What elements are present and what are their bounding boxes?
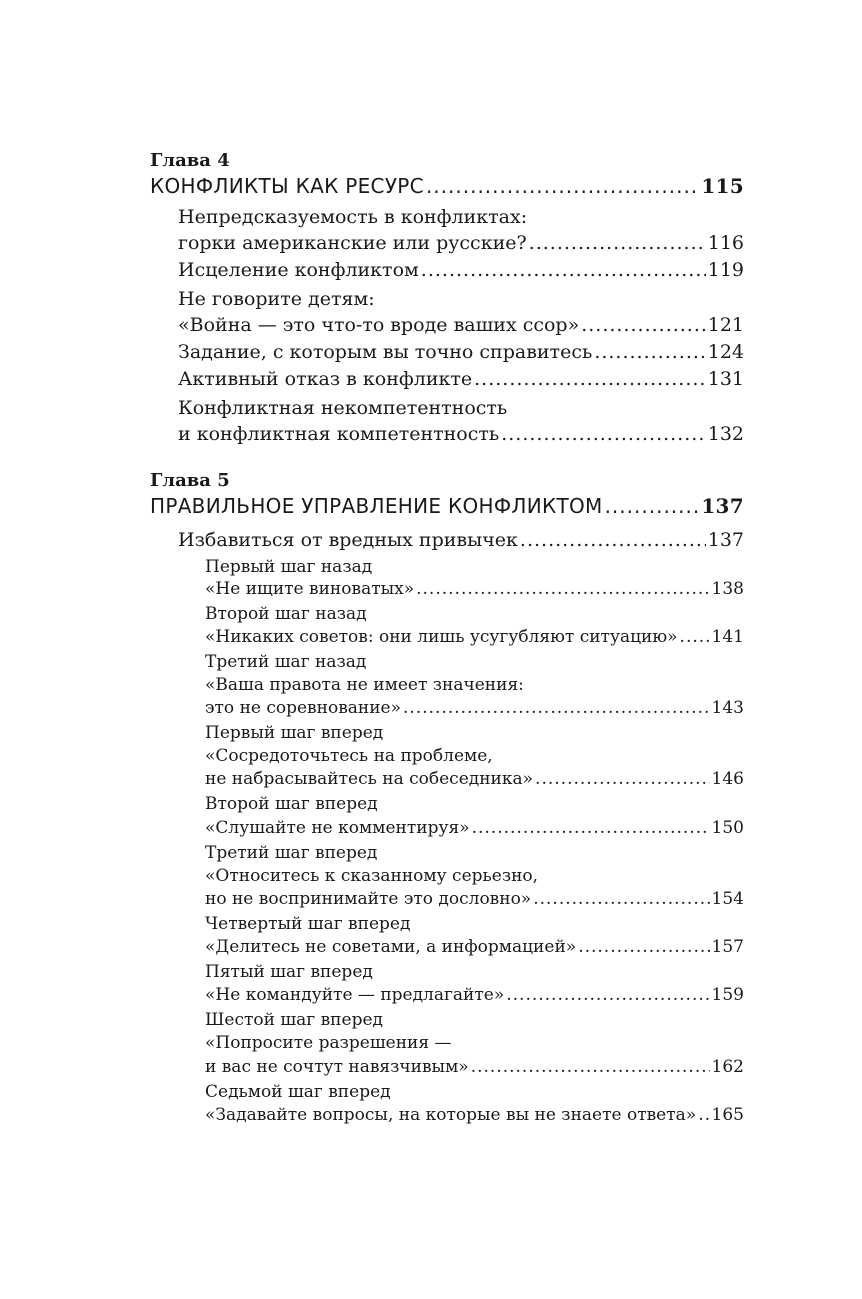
page-number: 115 [701, 174, 744, 198]
toc-entry-title: «Слушайте не комментируя» [205, 818, 470, 838]
toc-subentry-line: Первый шаг вперед [205, 723, 384, 743]
toc-entry[interactable] [178, 340, 744, 364]
toc-subentry-line: Второй шаг назад [205, 604, 367, 624]
page-number: 159 [711, 985, 744, 1005]
toc-entry-title: это не соревнование» [205, 698, 402, 718]
toc-subentry-line: Пятый шаг вперед [205, 962, 373, 982]
toc-entry-line: Конфликтная некомпетентность [178, 397, 508, 419]
toc-subentry-line: Второй шаг вперед [205, 794, 378, 814]
toc-subentry-line: Третий шаг вперед [205, 843, 378, 863]
toc-subentry-line: Шестой шаг вперед [205, 1010, 383, 1030]
dot-leader [421, 258, 706, 282]
toc-entry-title: но не воспринимайте это дословно» [205, 889, 532, 909]
toc-entry-title: «Никаких советов: они лишь усугубляют ситуацию» [205, 627, 678, 647]
dot-leader [535, 768, 710, 790]
toc-subentry[interactable] [205, 1104, 744, 1126]
toc-entry-title: «Делитесь не советами, а информацией» [205, 937, 577, 957]
toc-subentry-line: «Относитесь к сказанному серьезно, [205, 866, 539, 886]
toc-entry-title: «Война — это что-то вроде ваших ссор» [178, 314, 580, 336]
toc-entry[interactable] [178, 313, 744, 337]
toc-entry-title: Активный отказ в конфликте [178, 368, 473, 390]
dot-leader [581, 313, 706, 337]
page-number: 157 [711, 937, 744, 957]
page-number: 124 [707, 341, 744, 363]
chapter-label: Глава 4 [150, 150, 230, 171]
toc-subentry-line: «Сосредоточьтесь на проблеме, [205, 746, 493, 766]
dot-leader [403, 697, 710, 719]
toc-subentry[interactable] [205, 936, 744, 958]
toc-entry[interactable] [178, 258, 744, 282]
dot-leader [416, 578, 709, 600]
dot-leader [533, 888, 709, 910]
toc-entry[interactable] [178, 367, 744, 391]
toc-subentry-line: Первый шаг назад [205, 557, 373, 577]
toc-subentry[interactable] [205, 578, 744, 600]
page-number: 150 [711, 818, 744, 838]
toc-entry[interactable] [178, 231, 744, 255]
toc-subentry-line: «Ваша правота не имеет значения: [205, 675, 524, 695]
page-number: 131 [707, 368, 744, 390]
toc-entry-title: и вас не сочтут навязчивым» [205, 1057, 469, 1077]
page-number: 143 [711, 698, 744, 718]
toc-subentry[interactable] [205, 697, 744, 719]
toc-subentry[interactable] [205, 888, 744, 910]
chapter-title: ПРАВИЛЬНОЕ УПРАВЛЕНИЕ КОНФЛИКТОМ [150, 494, 603, 518]
page-number: 137 [701, 494, 744, 518]
toc-entry-title: «Задавайте вопросы, на которые вы не знаете ответа» [205, 1105, 697, 1125]
toc-entry-title: горки американские или русские? [178, 232, 527, 254]
toc-entry-title: Избавиться от вредных привычек [178, 529, 518, 551]
toc-entry-title: «Не ищите виноватых» [205, 579, 415, 599]
chapter-title: КОНФЛИКТЫ КАК РЕСУРС [150, 174, 424, 198]
toc-entry[interactable] [178, 528, 744, 552]
page-number: 162 [711, 1057, 744, 1077]
chapter-title-row[interactable] [150, 174, 744, 198]
toc-entry-title: Задание, с которым вы точно справитесь [178, 341, 593, 363]
dot-leader [680, 626, 710, 648]
toc-entry-title: и конфликтная компетентность [178, 423, 500, 445]
toc-entry-title: «Не командуйте — предлагайте» [205, 985, 505, 1005]
page-number: 119 [707, 259, 744, 281]
page-number: 132 [707, 423, 744, 445]
dot-leader [426, 174, 699, 198]
dot-leader [501, 422, 706, 446]
toc-subentry[interactable] [205, 768, 744, 790]
dot-leader [605, 494, 700, 518]
toc-subentry[interactable] [205, 817, 744, 839]
dot-leader [594, 340, 705, 364]
dot-leader [520, 528, 706, 552]
dot-leader [578, 936, 709, 958]
page-number: 141 [711, 627, 744, 647]
toc-entry-title: не набрасывайтесь на собеседника» [205, 769, 534, 789]
toc-subentry-line: Третий шаг назад [205, 652, 367, 672]
chapter-label: Глава 5 [150, 470, 230, 491]
page-number: 116 [707, 232, 744, 254]
page-number: 121 [707, 314, 744, 336]
toc-subentry-line: Седьмой шаг вперед [205, 1082, 391, 1102]
dot-leader [474, 367, 706, 391]
toc-entry-title: Исцеление конфликтом [178, 259, 419, 281]
page-number: 138 [711, 579, 744, 599]
page-number: 154 [711, 889, 744, 909]
page-number: 137 [707, 529, 744, 551]
dot-leader [506, 984, 709, 1006]
toc-entry-line: Не говорите детям: [178, 288, 375, 310]
toc-subentry[interactable] [205, 1056, 744, 1078]
page-number: 146 [711, 769, 744, 789]
dot-leader [529, 231, 706, 255]
toc-subentry-line: Четвертый шаг вперед [205, 914, 411, 934]
chapter-title-row[interactable] [150, 494, 744, 518]
toc-entry-line: Непредсказуемость в конфликтах: [178, 206, 528, 228]
toc-entry[interactable] [178, 422, 744, 446]
page-number: 165 [711, 1105, 744, 1125]
toc-subentry[interactable] [205, 626, 744, 648]
dot-leader [472, 817, 710, 839]
dot-leader [698, 1104, 709, 1126]
dot-leader [471, 1056, 710, 1078]
toc-subentry[interactable] [205, 984, 744, 1006]
toc-subentry-line: «Попросите разрешения — [205, 1033, 452, 1053]
